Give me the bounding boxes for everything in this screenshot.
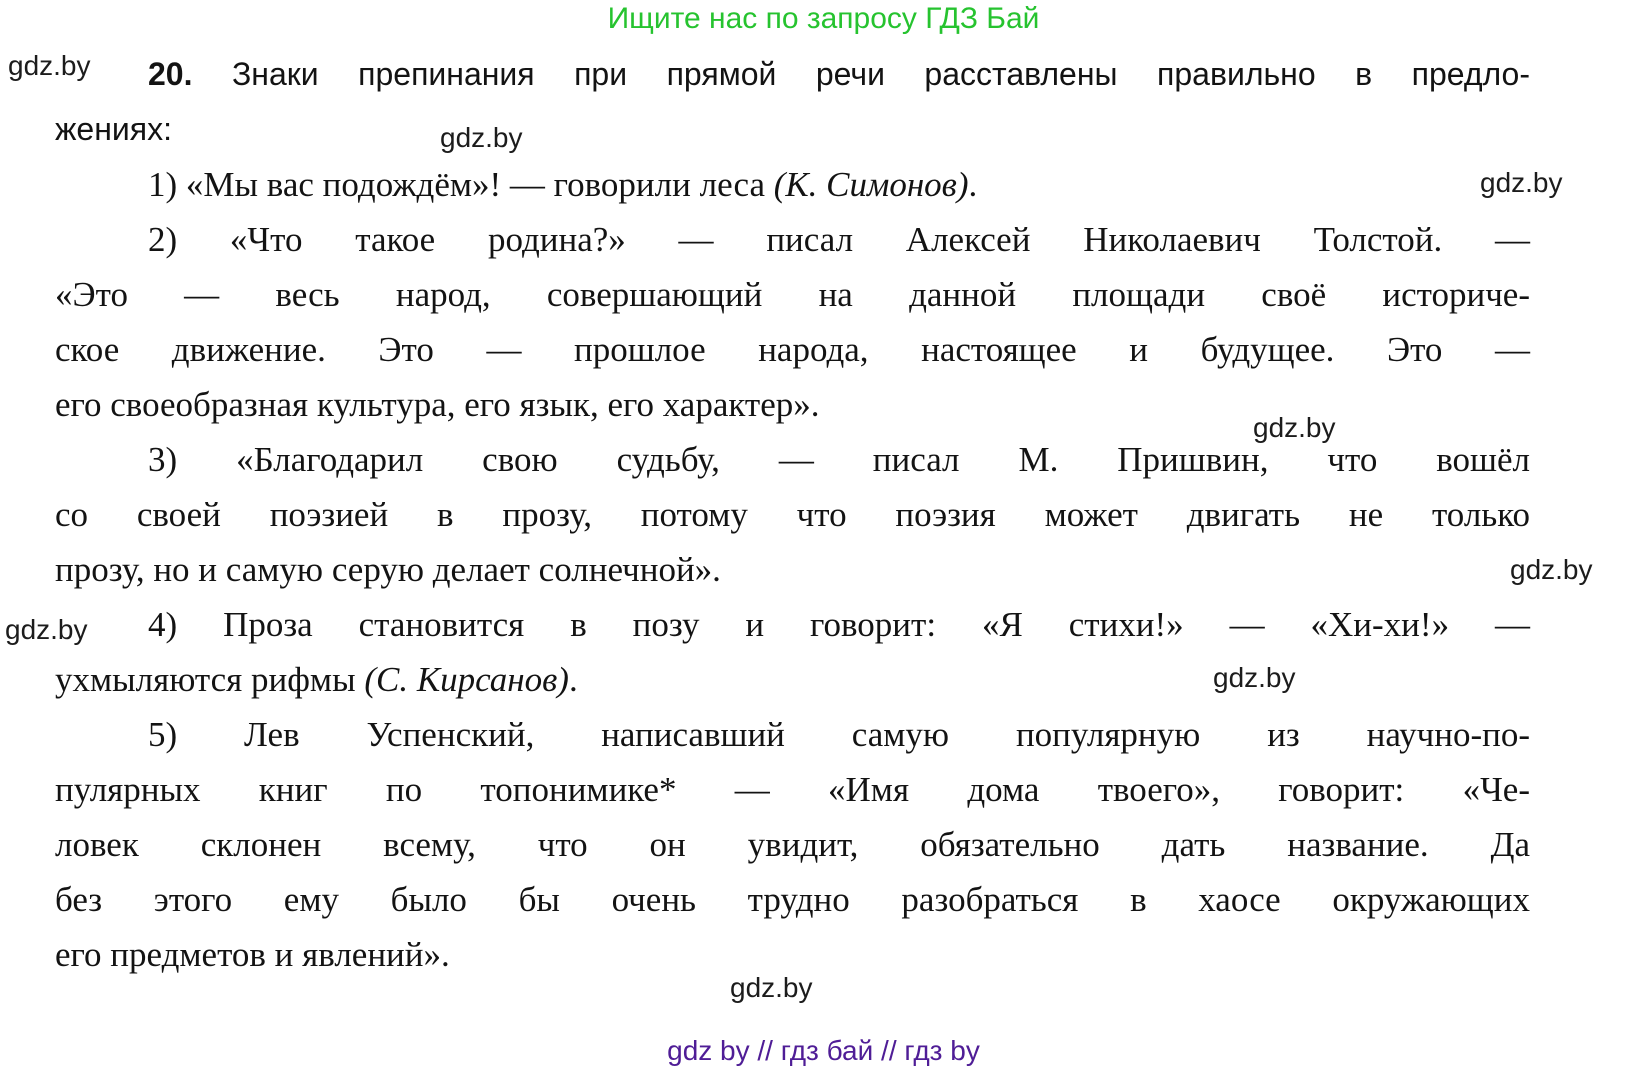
text-line (55, 47, 1530, 102)
text-line (55, 487, 1530, 542)
text-segment: прозу, но и самую серую делает солнечной». (55, 550, 721, 589)
footer-watermark: gdz by // гдз бай // гдз by (667, 1035, 980, 1066)
text-segment: (С. Кирсанов) (364, 660, 569, 699)
text-segment: Знаки препинания при прямой речи расставлены правильно в предло- (192, 56, 1530, 92)
text-segment: его своеобразная культура, его язык, его характер». (55, 385, 820, 424)
text-line (55, 707, 1530, 762)
promo-banner: Ищите нас по запросу ГДЗ Бай (607, 2, 1040, 35)
text-segment: (К. Симонов) (773, 165, 969, 204)
text-segment: . (968, 165, 978, 204)
text-line (55, 267, 1530, 322)
text-segment: 3) «Благодарил свою судьбу, — писал М. Пришвин, что вошёл (148, 440, 1530, 479)
exercise-text (55, 47, 1530, 982)
text-line (55, 872, 1530, 927)
text-segment: без этого ему было бы очень трудно разобраться в хаосе окружающих (55, 880, 1530, 919)
text-segment: 4) Проза становится в позу и говорит: «Я стихи!» — «Хи-хи!» — (148, 605, 1530, 644)
text-segment: пулярных книг по топонимике* — «Имя дома твоего», говорит: «Че- (55, 770, 1530, 809)
text-segment: его предметов и явлений». (55, 935, 450, 974)
gdz-watermark: gdz.by (5, 614, 88, 645)
gdz-watermark: gdz.by (1510, 554, 1593, 585)
text-line (55, 817, 1530, 872)
text-segment: жениях: (55, 111, 172, 147)
text-line (55, 762, 1530, 817)
text-segment: 1) «Мы вас подождём»! — говорили леса (148, 165, 774, 204)
gdz-watermark: gdz.by (1253, 412, 1336, 443)
text-segment: 5) Лев Успенский, написавший самую популярную из научно-по- (148, 715, 1530, 754)
text-segment: ское движение. Это — прошлое народа, настоящее и будущее. Это — (55, 330, 1530, 369)
text-line (55, 597, 1530, 652)
gdz-watermark: gdz.by (8, 50, 91, 81)
text-line (55, 542, 1530, 597)
text-segment: 2) «Что такое родина?» — писал Алексей Николаевич Толстой. — (148, 220, 1530, 259)
text-segment: ухмыляются рифмы (55, 660, 365, 699)
text-segment: «Это — весь народ, совершающий на данной площади своё историче- (55, 275, 1530, 314)
text-segment: 20. (148, 56, 193, 92)
gdz-watermark: gdz.by (730, 972, 813, 1003)
gdz-watermark: gdz.by (1213, 662, 1296, 693)
gdz-watermark: gdz.by (1480, 167, 1563, 198)
text-line (55, 652, 1530, 707)
text-segment: ловек склонен всему, что он увидит, обязательно дать название. Да (55, 825, 1530, 864)
text-line (55, 102, 1530, 157)
text-segment: . (568, 660, 578, 699)
text-line (55, 157, 1530, 212)
text-line (55, 212, 1530, 267)
text-segment: со своей поэзией в прозу, потому что поэзия может двигать не только (55, 495, 1530, 534)
gdz-watermark: gdz.by (440, 122, 523, 153)
text-line (55, 322, 1530, 377)
